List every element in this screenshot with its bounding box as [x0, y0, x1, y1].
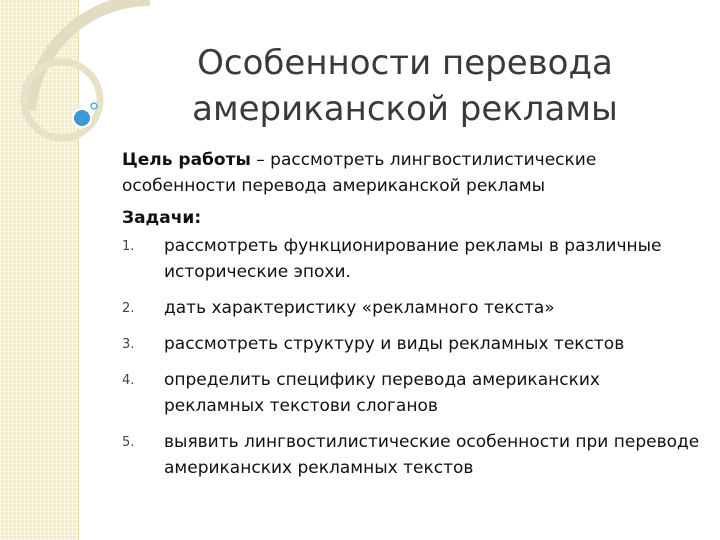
task-text: рассмотреть функционирование рекламы в различные исторические эпохи. [164, 236, 662, 282]
task-item [122, 233, 702, 285]
task-item [122, 295, 702, 321]
decorative-arc-large [30, 0, 150, 110]
title-line-2: американской рекламы [192, 89, 618, 129]
task-item [122, 331, 702, 357]
goal-paragraph [122, 147, 702, 199]
decorative-dot-small [91, 103, 97, 109]
goal-label: Цель работы [122, 150, 251, 170]
tasks-list [122, 233, 702, 481]
tasks-heading: Задачи: [122, 208, 202, 228]
task-number: 5. [122, 435, 135, 450]
task-item [122, 429, 702, 481]
task-text: рассмотреть структуру и виды рекламных текстов [164, 334, 625, 354]
title-line-1: Особенности перевода [197, 43, 613, 83]
decorative-dot-blue [73, 109, 91, 127]
task-item [122, 367, 702, 419]
task-number: 4. [122, 373, 135, 388]
task-text: дать характеристику «рекламного текста» [164, 298, 555, 318]
task-number: 2. [122, 301, 135, 316]
task-number: 3. [122, 337, 135, 352]
task-text: определить специфику перевода американских рекламных текстови слоганов [164, 370, 600, 416]
slide-title [160, 40, 650, 132]
goal-text: – рассмотреть лингвостилистические особенности перевода американской рекламы [122, 150, 597, 196]
slide-body [122, 147, 702, 491]
task-number: 1. [122, 239, 135, 254]
task-text: выявить лингвостилистические особенности при переводе американских рекламных текстов [164, 432, 700, 478]
